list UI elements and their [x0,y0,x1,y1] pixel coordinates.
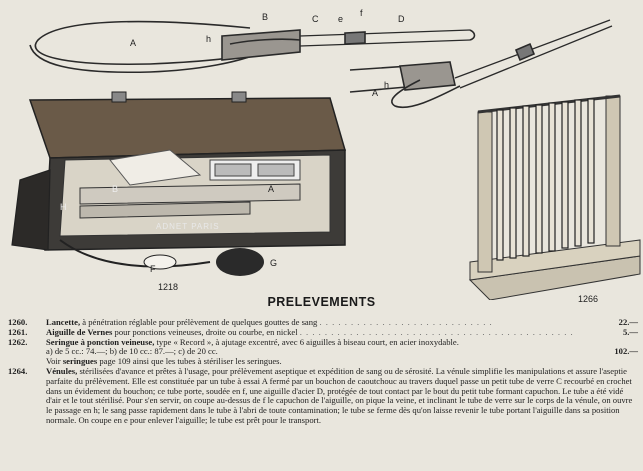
catalog-list [8,318,638,426]
label-case-B: B [112,184,119,194]
entry-variants: a) de 5 cc.: 74.—; b) de 10 cc.: 87.—; c) de 20 cc. [46,346,218,357]
tube-rack [470,96,640,300]
entry-description: stérilisées d'avance et prêtes à l'usage, pour prélèvement aseptique et expédition de sang ou de sérosité. La vénule simplifie les manipulations et assure l'aseptie parfaite du prélèvement. Elle est constituée par un tube à essai A fermé par un bouchon de caoutchouc au travers duquel passe un petit tube de verre C recourbé en crochet dans un évidement du bouchon; ce tube porte, soudée en f, une aiguille d'acier D, protégée de tout contact par le bout du petit tube formant capuchon. Le tube a été vidé d'air et le tout stérilisé. Pour s'en servir, on coupe au-dessus de f le capuchon de l'aiguille, on pique la veine, et inclinant le tube de verre sur le corps de la vénule, on ouvre le passage en h; le sang passe rapidement dans le tube à l'abri de toute contamination; le tube se ferme dès qu'on laisse revenir le tube portant l'aiguille dans sa position normale. On coupe en e pour enlever l'aiguille; le tube est prêt pour le transport. [46,365,633,425]
entry-number: 1264. [8,365,28,376]
label-e: e [338,14,344,24]
entry-description: à pénétration réglable pour prélèvement de quelques gouttes de sang [82,317,318,327]
label-D: D [398,14,405,24]
catalog-entry [8,338,638,367]
figure-caption-1218: 1218 [158,282,179,292]
case-brand-label: ADNET PARIS [156,222,220,231]
label-case-H: H [60,202,67,212]
label-case-G: G [270,258,278,268]
entry-note: Voir seringues page 109 ainsi que les tubes à stériliser les seringues. [46,356,282,367]
section-title: PRELEVEMENTS [267,295,376,309]
catalog-entry: 1260. Lancette, à pénétration réglable pour prélèvement de quelques gouttes de sang . . . . . . . . . . . . . . . . . . . . . . . . . . . . 22.— [8,317,638,327]
entry-name: Seringue à ponction veineuse, [46,336,155,347]
catalog-entry: 1261. Aiguille de Vernes pour ponctions veineuses, droite ou courbe, en nickel . . . . . . . . . . . . . . . . . . . . . . . . . . . . . . . . . . . . . . . . . . . . 5.— [8,326,638,337]
entry-description: pour ponctions veineuses, droite ou courbe, en nickel [114,326,298,337]
entry-price: 5.— [622,326,638,337]
label-case-F: F [150,264,156,274]
entry-number: 1262. [8,336,28,347]
label-B: B [262,12,269,22]
entry-description: type « Record », à ajutage excentré, avec 6 aiguilles à biseau court, en acier inoxydable. [156,336,459,347]
entry-name: Vénules, [46,365,78,376]
label-case-A: A [268,184,275,194]
label-A: A [130,38,137,48]
catalog-entry [8,367,638,426]
label-h-open: h [384,80,390,90]
label-C: C [312,14,319,24]
entry-name: Aiguille de Vernes [46,326,113,337]
entry-number: 1260. [8,317,28,327]
entry-number: 1261. [8,326,28,337]
label-h: h [206,34,212,44]
label-f: f [360,8,363,18]
instrument-case [12,92,345,276]
entry-name: Lancette, [46,317,81,327]
entry-price: 22.— [618,317,638,327]
figure-caption-1266: 1266 [578,294,599,304]
label-A-open: A [372,88,379,98]
entry-price: 102.— [614,346,638,357]
